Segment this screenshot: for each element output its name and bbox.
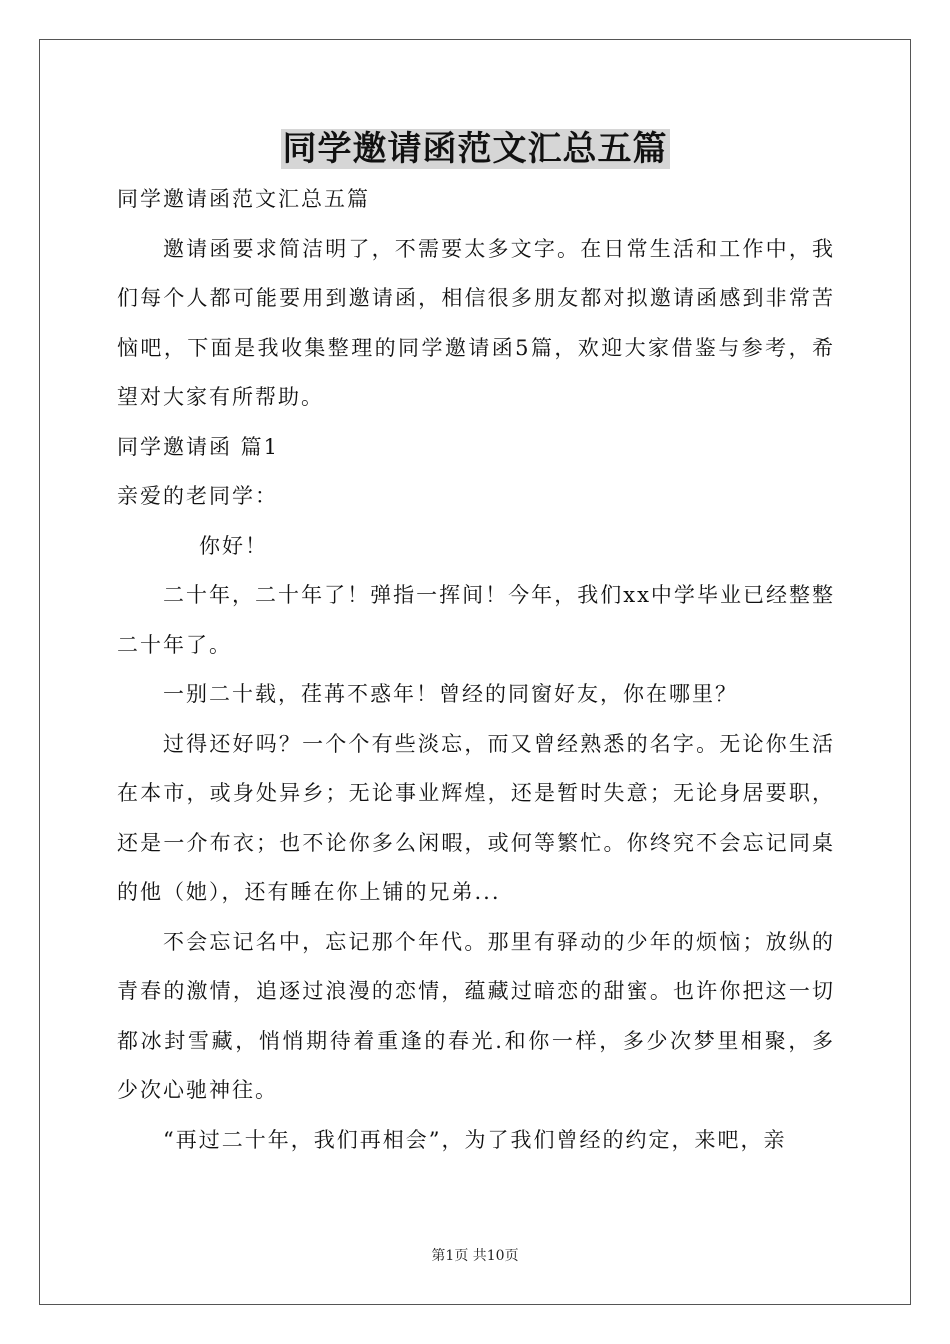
letter-paragraph: “再过二十年，我们再相会”，为了我们曾经的约定，来吧，亲 — [163, 1127, 787, 1152]
letter-salutation: 亲爱的老同学： — [117, 484, 278, 508]
document-title-text: 同学邀请函范文汇总五篇 — [282, 129, 668, 169]
letter-paragraph: 不会忘记名中，忘记那个年代。那里有驿动的少年的烦恼；放纵的青春的激情，追逐过浪漫的恋情，蕴藏过暗恋的甜蜜。也许你把这一切都冰封雪藏，悄悄期待着重逢的春光.和你一样，多少次梦里相聚，多少次心驰神往。 — [117, 929, 835, 1102]
section-heading: 同学邀请函 篇1 — [117, 434, 280, 459]
document-subtitle: 同学邀请函范文汇总五篇 — [117, 187, 370, 211]
letter-paragraph: 二十年，二十年了！弹指一挥间！今年，我们xx中学毕业已经整整二十年了。 — [117, 583, 835, 657]
document-body — [117, 175, 835, 1165]
letter-paragraph: 一别二十载，荏苒不惑年！曾经的同窗好友，你在哪里？ — [163, 682, 738, 706]
letter-paragraph: 过得还好吗？一个个有些淡忘，而又曾经熟悉的名字。无论你生活在本市，或身处异乡；无论事业辉煌，还是暂时失意；无论身居要职，还是一介布衣；也不论你多么闲暇，或何等繁忙。你终究不会忘记同桌的他（她），还有睡在你上铺的兄弟... — [117, 731, 835, 904]
page-footer: 第1页 共10页 — [431, 1248, 519, 1264]
document-title — [0, 124, 950, 174]
intro-paragraph: 邀请函要求简洁明了，不需要太多文字。在日常生活和工作中，我们每个人都可能要用到邀请函，相信很多朋友都对拟邀请函感到非常苦恼吧，下面是我收集整理的同学邀请函5篇，欢迎大家借鉴与参考，希望对大家有所帮助。 — [117, 236, 835, 409]
letter-greeting: 你好！ — [199, 533, 268, 558]
